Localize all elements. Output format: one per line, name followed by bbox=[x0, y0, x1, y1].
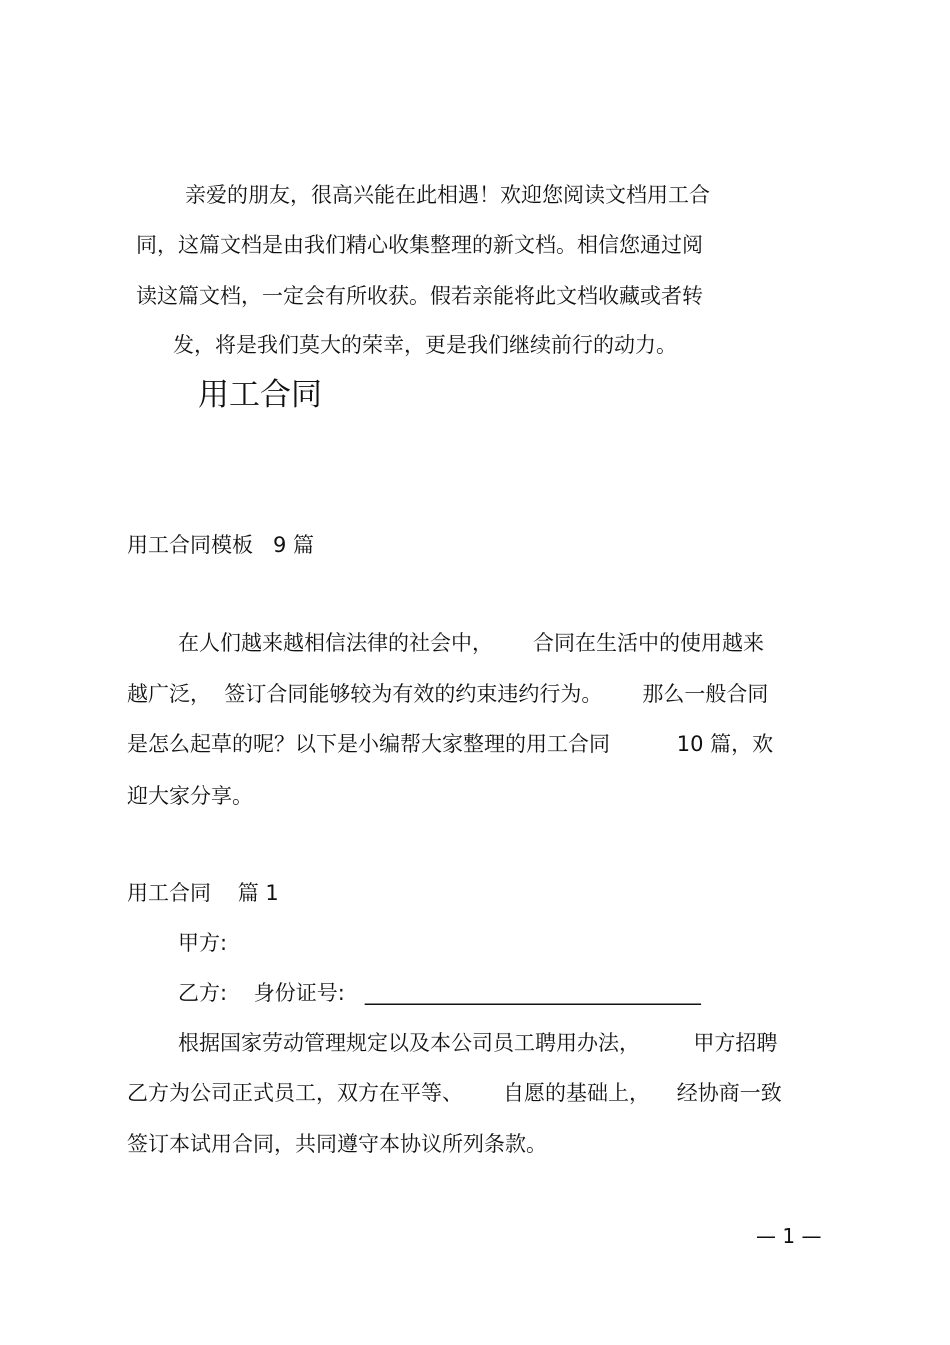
greeting-line-1: 亲爱的朋友，很高兴能在此相遇！欢迎您阅读文档用工合 bbox=[185, 183, 710, 207]
page-number: — 1 — bbox=[756, 1224, 822, 1248]
contract-body-line-3: 签订本试用合同，共同遵守本协议所列条款。 bbox=[127, 1132, 547, 1156]
party-b-label: 乙方: 身份证号: ________________________________ bbox=[178, 981, 701, 1005]
party-a-label: 甲方: bbox=[178, 931, 228, 955]
intro-line-3: 是怎么起草的呢？以下是小编帮大家整理的用工合同 10 篇，欢 bbox=[127, 732, 774, 756]
intro-line-1: 在人们越来越相信法律的社会中， 合同在生活中的使用越来 bbox=[178, 631, 765, 655]
document-title: 用工合同 bbox=[198, 377, 322, 413]
contract-body-line-2: 乙方为公司正式员工，双方在平等、 自愿的基础上， 经协商一致 bbox=[127, 1081, 782, 1105]
intro-line-2: 越广泛， 签订合同能够较为有效的约束违约行为。 那么一般合同 bbox=[127, 682, 769, 706]
contract-body-line-1: 根据国家劳动管理规定以及本公司员工聘用办法， 甲方招聘 bbox=[178, 1031, 778, 1055]
section-heading: 用工合同 篇 1 bbox=[127, 881, 279, 905]
greeting-line-2: 同，这篇文档是由我们精心收集整理的新文档。相信您通过阅 bbox=[136, 233, 703, 257]
greeting-line-3: 读这篇文档，一定会有所收获。假若亲能将此文档收藏或者转 bbox=[136, 284, 703, 308]
collection-heading: 用工合同模板 9 篇 bbox=[127, 533, 315, 557]
intro-line-4: 迎大家分享。 bbox=[127, 784, 253, 808]
greeting-line-4: 发，将是我们莫大的荣幸，更是我们继续前行的动力。 bbox=[173, 333, 677, 357]
